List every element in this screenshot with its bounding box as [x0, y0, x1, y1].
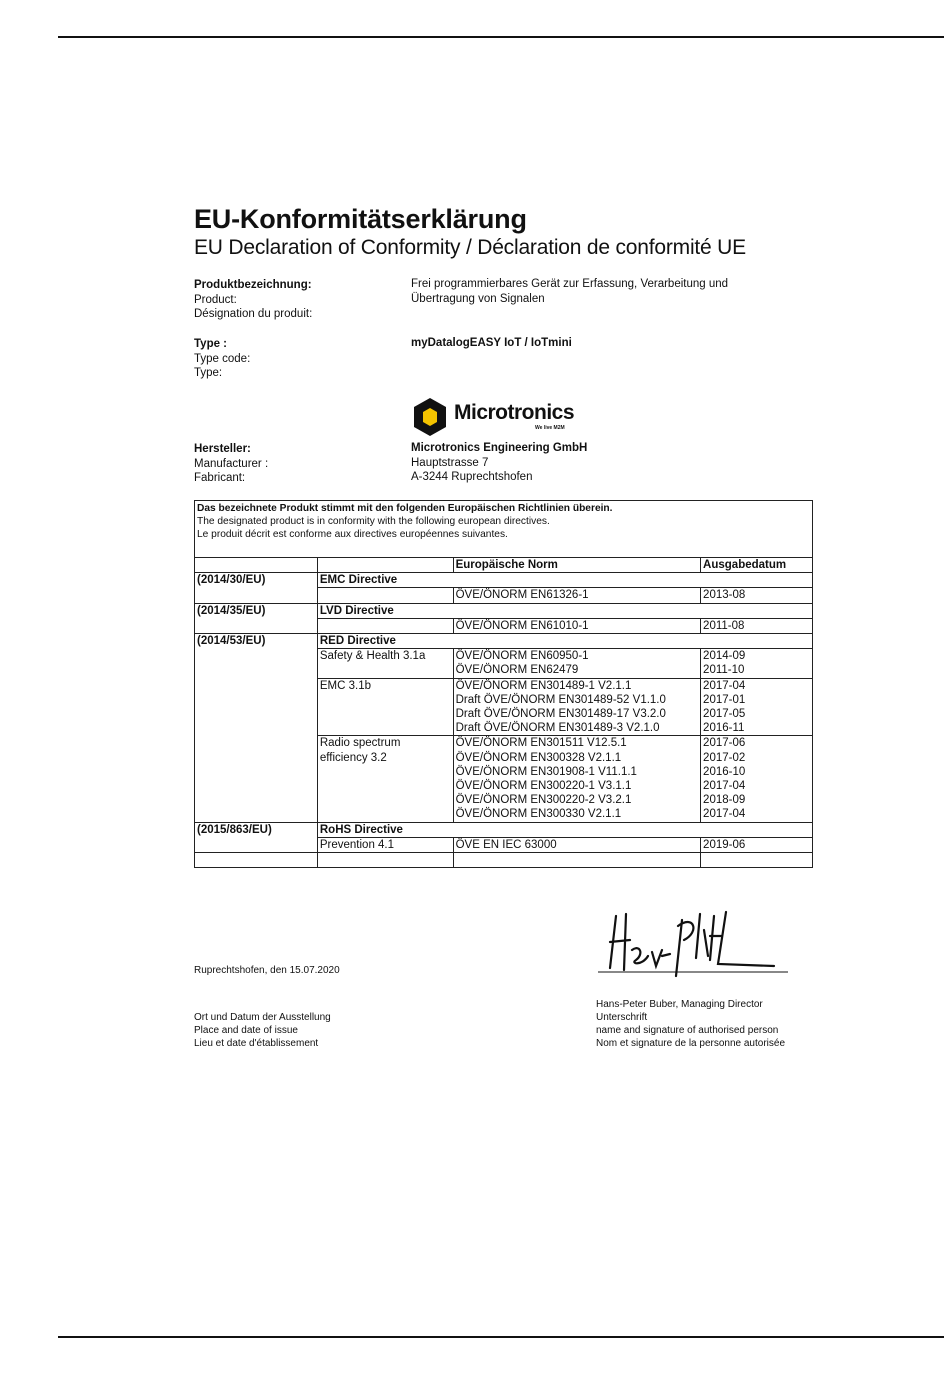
logo-name: Microtronics	[454, 401, 575, 424]
directive-code: (2015/863/EU)	[195, 822, 318, 852]
date-item: 2017-04	[703, 808, 746, 821]
norm-item: ÖVE/ÖNORM EN300330 V2.1.1	[455, 808, 622, 821]
empty-cell	[453, 853, 700, 868]
norm-list	[453, 678, 700, 736]
norm-item: Draft ÖVE/ÖNORM EN301489-17 V3.2.0	[455, 708, 666, 721]
norm-item: ÖVE/ÖNORM EN301511 V12.5.1	[455, 737, 627, 750]
product-value-line: Frei programmierbares Gerät zur Erfassung, Verarbeitung und	[411, 278, 729, 290]
date-item: 2013-08	[703, 589, 746, 602]
empty-cell	[317, 853, 453, 868]
manufacturer-label-fr: Fabricant:	[194, 472, 246, 484]
date-item: 2018-09	[703, 794, 746, 807]
top-rule	[58, 36, 944, 38]
issue-label-de: Ort und Datum der Ausstellung	[194, 1012, 331, 1023]
date-item: 2014-09	[703, 650, 746, 663]
header-norm: Europäische Norm	[453, 558, 700, 573]
product-label-fr: Désignation du produit:	[194, 308, 313, 320]
norm-list	[453, 837, 700, 852]
table-header-row	[195, 558, 813, 573]
date-item: 2011-10	[703, 664, 745, 677]
manufacturer-name: Microtronics Engineering GmbH	[411, 442, 588, 454]
page-title: EU-Konformitätserklärung	[194, 204, 527, 234]
date-list	[701, 618, 813, 633]
manufacturer-label-en: Manufacturer :	[194, 457, 269, 470]
date-list	[701, 649, 813, 678]
norm-list	[453, 649, 700, 678]
type-label-de: Type :	[194, 338, 228, 350]
product-value	[411, 277, 728, 307]
norm-item: ÖVE/ÖNORM EN61326-1	[455, 589, 589, 602]
signatory-name: Hans-Peter Buber, Managing Director	[596, 999, 763, 1010]
header-empty-cell	[195, 558, 318, 573]
type-labels	[194, 337, 250, 381]
norm-item: Draft ÖVE/ÖNORM EN301489-52 V1.1.0	[455, 693, 666, 706]
directive-name: RoHS Directive	[317, 822, 812, 837]
norm-list	[453, 588, 700, 603]
date-item: 2017-02	[703, 751, 746, 764]
norm-list	[453, 736, 700, 822]
handwritten-signature	[596, 906, 792, 978]
manufacturer-city: A-3244 Ruprechtshofen	[411, 471, 533, 483]
manufacturer-street: Hauptstrasse 7	[411, 456, 489, 469]
table-intro-row	[195, 501, 813, 558]
directive-row	[195, 573, 813, 588]
date-item: 2017-04	[703, 679, 746, 692]
date-item: 2011-08	[703, 619, 745, 632]
manufacturer-address	[411, 441, 587, 485]
date-list	[701, 588, 813, 603]
microtronics-logo	[411, 397, 581, 437]
norm-item: ÖVE/ÖNORM EN60950-1	[455, 650, 589, 663]
intro-line-fr: Le produit décrit est conforme aux directives européennes suivantes.	[197, 529, 508, 540]
issue-label-fr: Lieu et date d'établissement	[194, 1038, 319, 1049]
date-item: 2016-11	[703, 722, 745, 735]
directive-name: LVD Directive	[317, 603, 812, 618]
norm-group-label: Prevention 4.1	[317, 837, 453, 852]
product-label-de: Produktbezeichnung:	[194, 279, 312, 291]
empty-cell	[195, 853, 318, 868]
directive-name: RED Directive	[317, 634, 812, 649]
product-label-en: Product:	[194, 293, 237, 306]
directive-code: (2014/35/EU)	[195, 603, 318, 633]
intro-line-en: The designated product is in conformity with the following european directives.	[197, 516, 550, 527]
signature-label-fr: Nom et signature de la personne autorisée	[596, 1038, 786, 1049]
norm-item: ÖVE/ÖNORM EN301908-1 V11.1.1	[455, 765, 637, 778]
logo-tagline: We live M2M	[535, 425, 565, 431]
date-item: 2017-05	[703, 708, 746, 721]
table-intro	[195, 501, 813, 558]
issue-label-en: Place and date of issue	[194, 1025, 298, 1036]
type-label-en: Type code:	[194, 352, 251, 365]
norm-item: ÖVE/ÖNORM EN300220-2 V3.2.1	[455, 794, 632, 807]
date-list	[701, 736, 813, 822]
empty-row	[195, 853, 813, 868]
norm-item: ÖVE/ÖNORM EN300220-1 V3.1.1	[455, 780, 632, 793]
date-list	[701, 678, 813, 736]
intro-line-de: Das bezeichnete Produkt stimmt mit den folgenden Europäischen Richtlinien überein.	[197, 503, 613, 514]
norm-item: ÖVE/ÖNORM EN301489-1 V2.1.1	[455, 679, 632, 692]
header-empty-cell	[317, 558, 453, 573]
directive-row	[195, 603, 813, 618]
norm-group-label: EMC 3.1b	[317, 678, 453, 736]
norm-item: Draft ÖVE/ÖNORM EN301489-3 V2.1.0	[455, 722, 660, 735]
issue-labels	[194, 1011, 331, 1050]
type-label-fr: Type:	[194, 367, 223, 379]
manufacturer-labels	[194, 442, 268, 486]
directive-code: (2014/30/EU)	[195, 573, 318, 603]
norm-list	[453, 618, 700, 633]
date-item: 2017-04	[703, 780, 746, 793]
directive-name: EMC Directive	[317, 573, 812, 588]
date-list	[701, 837, 813, 852]
norm-group-label	[317, 618, 453, 633]
date-item: 2019-06	[703, 838, 746, 851]
norm-item: ÖVE/ÖNORM EN300328 V2.1.1	[455, 751, 622, 764]
directive-row	[195, 822, 813, 837]
norm-group-label	[317, 588, 453, 603]
norm-item: ÖVE/ÖNORM EN62479	[455, 664, 579, 677]
product-labels	[194, 278, 312, 322]
signature-label-en: name and signature of authorised person	[596, 1025, 779, 1036]
signature-label-de: Unterschrift	[596, 1012, 648, 1023]
page-subtitle: EU Declaration of Conformity / Déclaration de conformité UE	[194, 236, 746, 259]
date-item: 2016-10	[703, 765, 746, 778]
hexagon-logo-icon	[411, 397, 449, 437]
norm-group-label: Radio spectrum efficiency 3.2	[317, 736, 453, 822]
product-value-line: Übertragung von Signalen	[411, 293, 545, 305]
empty-cell	[701, 853, 813, 868]
directive-row	[195, 634, 813, 649]
type-value: myDatalogEASY IoT / IoTmini	[411, 337, 572, 349]
norm-group-label: Safety & Health 3.1a	[317, 649, 453, 678]
date-item: 2017-01	[703, 693, 746, 706]
manufacturer-label-de: Hersteller:	[194, 443, 251, 455]
norm-item: ÖVE EN IEC 63000	[455, 838, 557, 851]
directive-code: (2014/53/EU)	[195, 634, 318, 823]
issue-place-date: Ruprechtshofen, den 15.07.2020	[194, 965, 340, 976]
directives-table	[194, 500, 813, 868]
header-date: Ausgabedatum	[701, 558, 813, 573]
bottom-rule	[58, 1336, 944, 1338]
date-item: 2017-06	[703, 737, 746, 750]
signature-block	[596, 998, 785, 1050]
norm-item: ÖVE/ÖNORM EN61010-1	[455, 619, 589, 632]
